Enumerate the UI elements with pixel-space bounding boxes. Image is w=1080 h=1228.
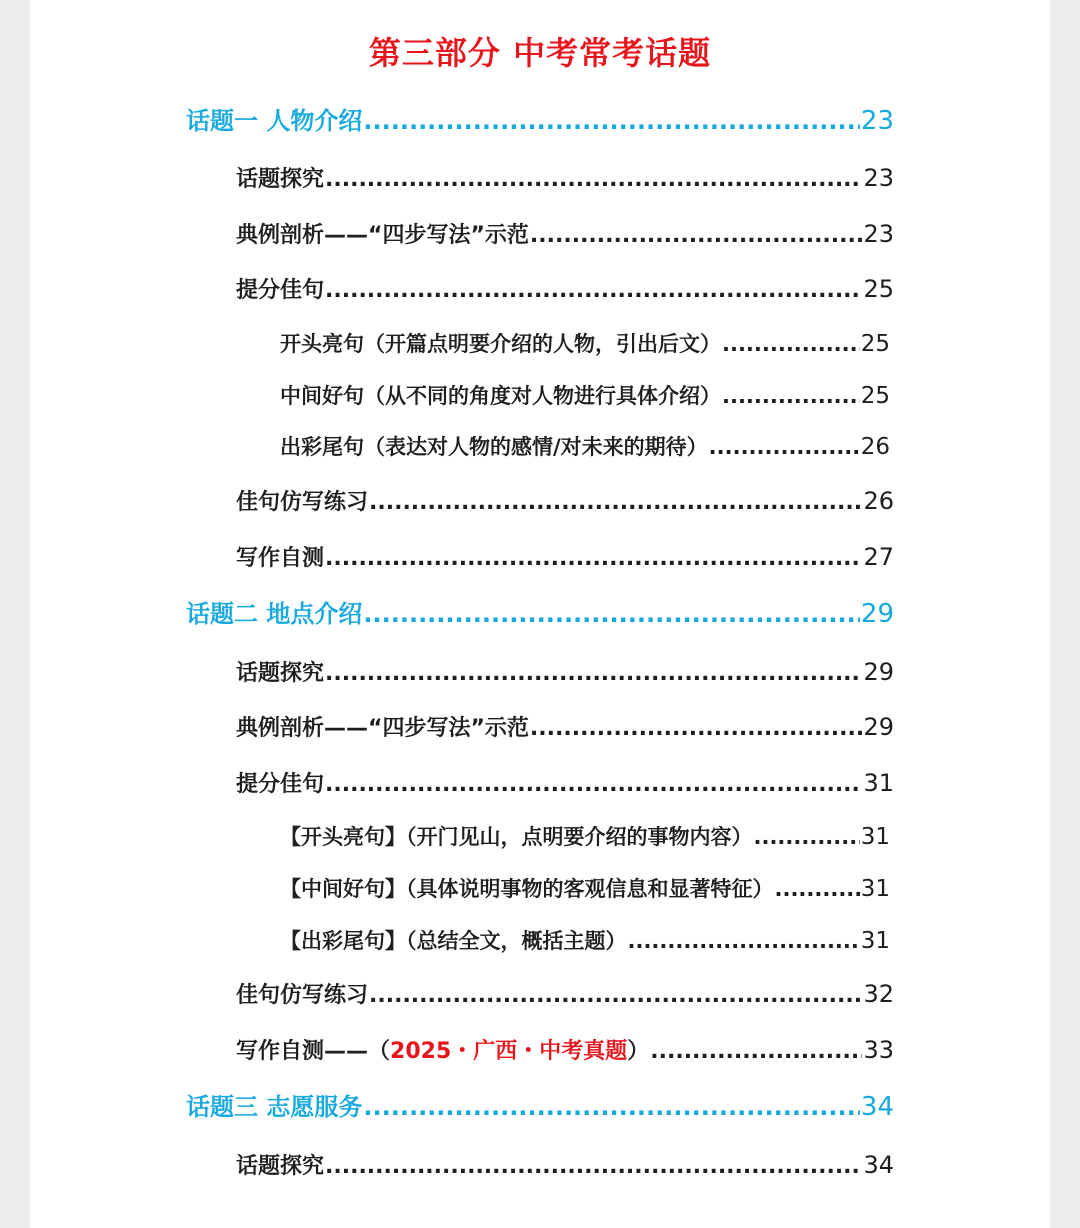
toc-page-number: 33 (863, 1036, 894, 1064)
toc-entry-label: 话题一 人物介绍 (186, 107, 363, 135)
toc-entry-label (236, 1032, 649, 1072)
dot-leader (363, 594, 860, 634)
toc-topic-entry[interactable] (186, 594, 894, 634)
dot-leader (650, 1032, 862, 1072)
dot-leader (369, 483, 862, 523)
toc-page-number: 26 (863, 487, 894, 515)
dot-leader (628, 921, 860, 961)
document-page (30, 0, 1050, 1228)
dot-leader (369, 976, 862, 1016)
toc-entry-label: 话题探究 (236, 661, 325, 686)
dot-leader (363, 101, 860, 141)
exam-source-highlight: 2025・广西・中考真题 (390, 1039, 628, 1064)
toc-section-entry[interactable] (236, 158, 894, 198)
toc-section-entry[interactable] (236, 974, 894, 1014)
toc-entry-label: 【中间好句】（具体说明事物的客观信息和显著特征） (280, 877, 774, 901)
dot-leader (325, 765, 862, 805)
toc-subsection-entry[interactable] (280, 921, 890, 961)
toc-page-number: 25 (860, 331, 890, 357)
toc-entry-label: 话题二 地点介绍 (186, 600, 363, 628)
toc-page-number: 34 (860, 1092, 894, 1122)
toc-subsection-entry[interactable] (280, 324, 890, 364)
toc-page-number: 31 (860, 928, 890, 954)
dot-leader (530, 709, 863, 749)
toc-entry-label: 佳句仿写练习 (236, 983, 369, 1008)
dot-leader (325, 1147, 862, 1187)
dot-leader (530, 216, 863, 256)
toc-section-entry[interactable] (236, 537, 894, 577)
toc-page-number: 29 (860, 599, 894, 629)
toc-entry-label: 写作自测 (236, 546, 325, 571)
dot-leader (325, 271, 862, 311)
dot-leader (325, 160, 862, 200)
toc-page-number: 25 (860, 383, 890, 409)
toc-subsection-entry[interactable] (280, 869, 890, 909)
dot-leader (709, 427, 860, 467)
toc-entry-label: 开头亮句（开篇点明要介绍的人物，引出后文） (280, 332, 721, 356)
toc-entry-label: 中间好句（从不同的角度对人物进行具体介绍） (280, 384, 721, 408)
toc-page-number: 23 (863, 220, 894, 248)
toc-topic-entry[interactable] (186, 1087, 894, 1127)
toc-entry-label-suffix: ） (627, 1039, 650, 1064)
toc-section-entry[interactable] (236, 269, 894, 309)
toc-section-entry[interactable] (236, 1030, 894, 1070)
toc-section-entry[interactable] (236, 707, 894, 747)
toc-entry-label: 提分佳句 (236, 772, 325, 797)
toc-page-number: 26 (860, 434, 890, 460)
toc-page-number: 31 (860, 824, 890, 850)
toc-entry-label: 提分佳句 (236, 278, 325, 303)
page-title: 第三部分 中考常考话题 (368, 34, 712, 72)
toc-entry-label: 典例剖析——“四步写法”示范 (236, 223, 529, 248)
toc-entry-label: 出彩尾句（表达对人物的感情/对未来的期待） (280, 435, 708, 459)
toc-entry-label: 话题探究 (236, 1154, 325, 1179)
dot-leader (325, 539, 862, 579)
toc-entry-label: 典例剖析——“四步写法”示范 (236, 716, 529, 741)
toc-section-entry[interactable] (236, 481, 894, 521)
dot-leader (754, 817, 860, 857)
toc-entry-label: 佳句仿写练习 (236, 490, 369, 515)
toc-section-entry[interactable] (236, 1145, 894, 1185)
dot-leader (775, 869, 860, 909)
toc-page-number: 27 (863, 543, 894, 571)
dot-leader (722, 376, 860, 416)
toc-page-number: 31 (863, 769, 894, 797)
toc-page-number: 29 (863, 658, 894, 686)
toc-entry-label: 话题探究 (236, 167, 325, 192)
toc-page-number: 23 (860, 106, 894, 136)
toc-page-number: 34 (863, 1151, 894, 1179)
toc-page-number: 29 (863, 713, 894, 741)
toc-entry-label: 话题三 志愿服务 (186, 1093, 363, 1121)
dot-leader (363, 1087, 860, 1127)
toc-entry-label: 【出彩尾句】（总结全文，概括主题） (280, 929, 627, 953)
toc-entry-label: 【开头亮句】（开门见山，点明要介绍的事物内容） (280, 825, 753, 849)
toc-entry-label-prefix: 写作自测——（ (236, 1039, 391, 1064)
toc-page-number: 25 (863, 275, 894, 303)
dot-leader (325, 654, 862, 694)
toc-page-number: 32 (863, 980, 894, 1008)
toc-page-number: 23 (863, 164, 894, 192)
toc-page-number: 31 (860, 876, 890, 902)
toc-section-entry[interactable] (236, 652, 894, 692)
toc-subsection-entry[interactable] (280, 817, 890, 857)
toc-subsection-entry[interactable] (280, 427, 890, 467)
toc-section-entry[interactable] (236, 214, 894, 254)
toc-subsection-entry[interactable] (280, 376, 890, 416)
dot-leader (722, 324, 860, 364)
toc-section-entry[interactable] (236, 763, 894, 803)
toc-topic-entry[interactable] (186, 101, 894, 141)
